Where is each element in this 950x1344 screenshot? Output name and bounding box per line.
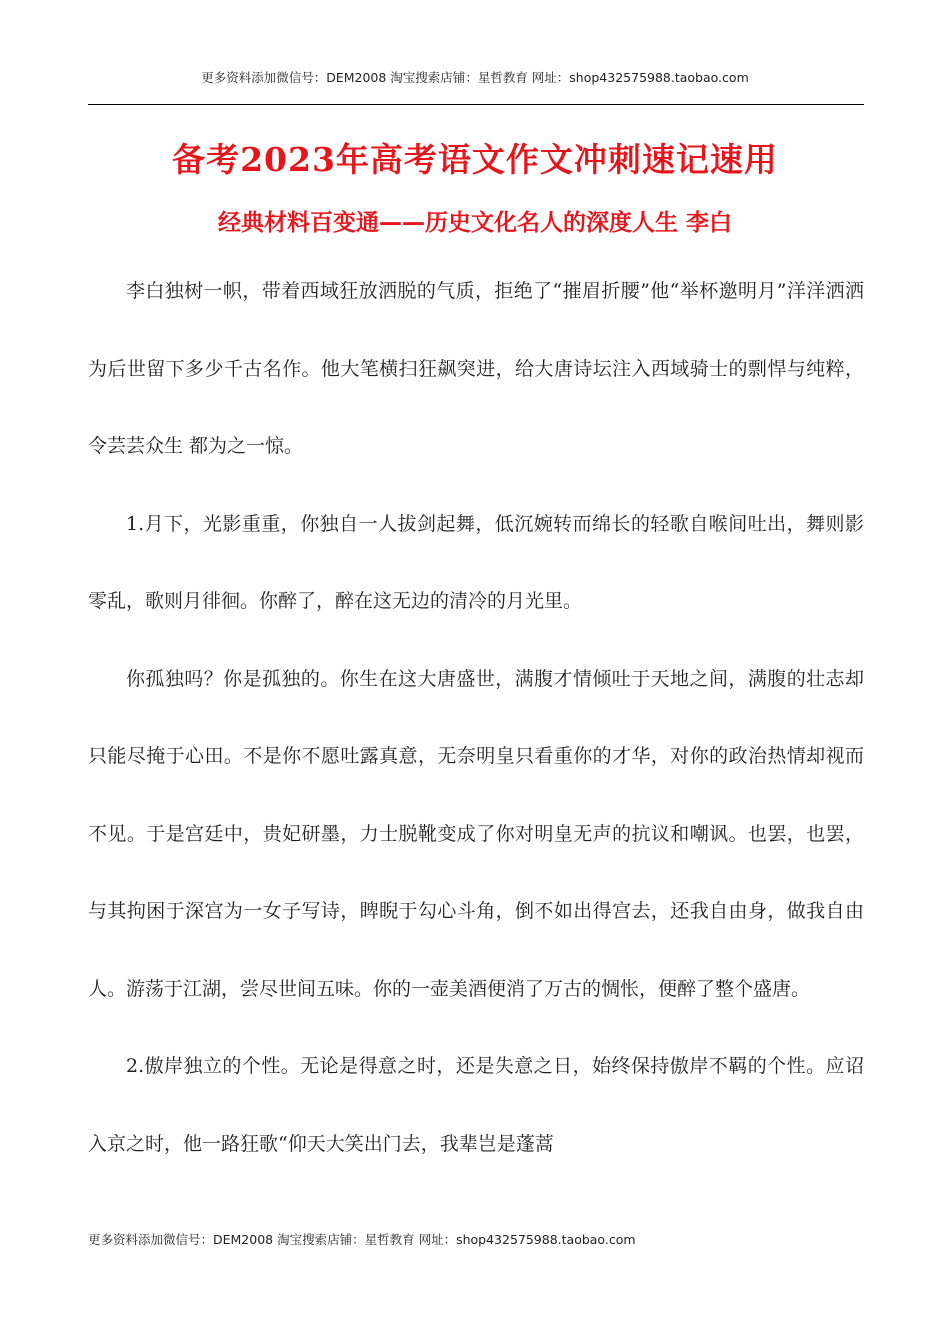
page-footer-note: 更多资料添加微信号：DEM2008 淘宝搜索店铺：星哲教育 网址：shop432575988.taobao.com bbox=[88, 1232, 636, 1247]
page-header-note: 更多资料添加微信号：DEM2008 淘宝搜索店铺：星哲教育 网址：shop432575988.taobao.com bbox=[201, 70, 749, 85]
paragraph-1: 1.月下，光影重重，你独自一人拔剑起舞，低沉婉转而绵长的轻歌自喉间吐出，舞则影零乱，歌则月徘徊。你醉了，醉在这无边的清冷的月光里。 bbox=[88, 512, 864, 612]
header-divider bbox=[88, 104, 864, 105]
paragraph-2: 你孤独吗？你是孤独的。你生在这大唐盛世，满腹才情倾吐于天地之间，满腹的壮志却只能尽掩于心田。不是你不愿吐露真意，无奈明皇只看重你的才华，对你的政治热情却视而不见。于是宫廷中，贵妃研墨，力士脱靴变成了你对明皇无声的抗议和嘲讽。也罢，也罢，与其拘困于深宫为一女子写诗，睥睨于勾心斗角，倒不如出得宫去，还我自由身，做我自由人。游荡于江湖，尝尽世间五味。你的一壶美酒便消了万古的惆怅，便醉了整个盛唐。 bbox=[88, 667, 864, 1000]
paragraph-3: 2.傲岸独立的个性。无论是得意之时，还是失意之日，始终保持傲岸不羁的个性。应诏入京之时，他一路狂歌“仰天大笑出门去，我辈岂是蓬蒿 bbox=[88, 1055, 864, 1155]
document-body bbox=[88, 253, 864, 1183]
paragraph-intro: 李白独树一帜，带着西域狂放洒脱的气质，拒绝了“摧眉折腰”他“举杯邀明月”洋洋洒洒 为后世留下多少千古名作。他大笔横扫狂飙突进，给大唐诗坛注入西域骑士的剽悍与纯粹，令芸芸众生 都为之一惊。 bbox=[88, 280, 864, 457]
document-title: 备考2023年高考语文作文冲刺速记速用 bbox=[172, 140, 778, 179]
document-subtitle: 经典材料百变通——历史文化名人的深度人生 李白 bbox=[217, 210, 732, 236]
